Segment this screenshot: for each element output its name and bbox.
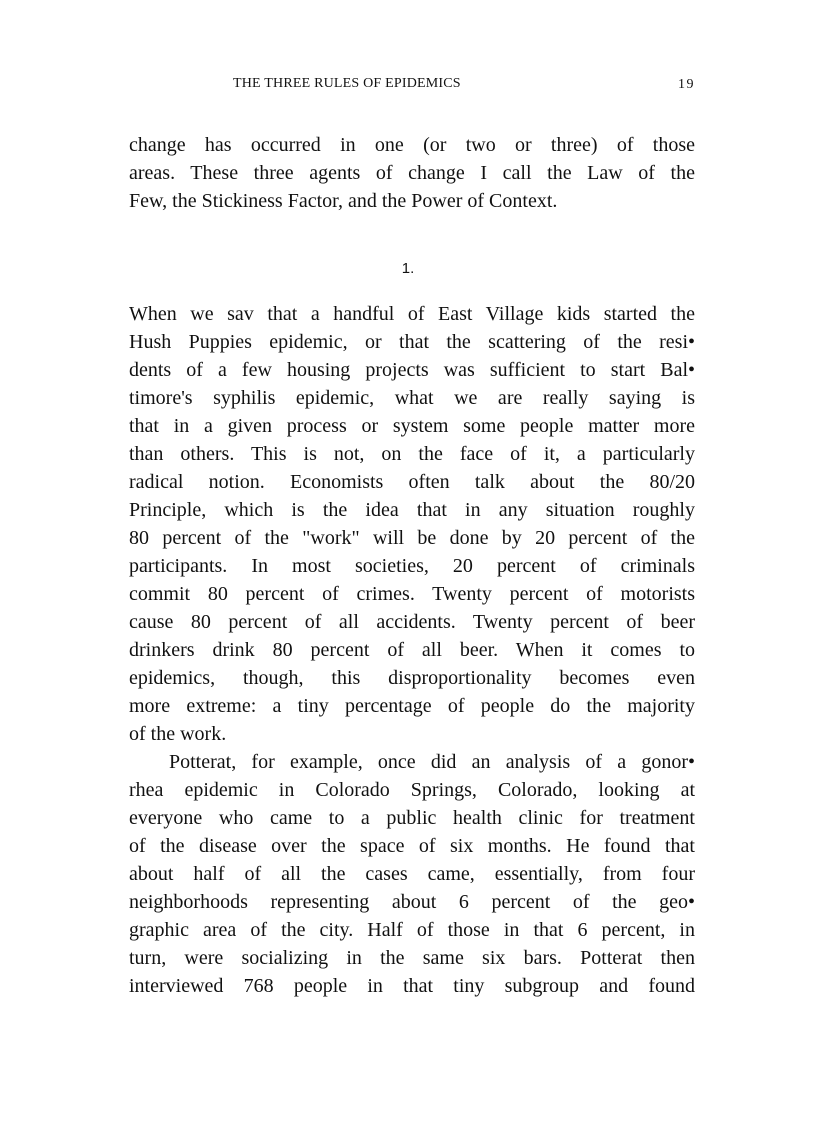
section-number: 1. — [401, 260, 415, 277]
text-line: of the disease over the space of six months. He found that — [129, 835, 695, 857]
text-line: than others. This is not, on the face of it, a particularly — [129, 443, 695, 465]
text-line: about half of all the cases came, essentially, from four — [129, 863, 695, 885]
running-header — [129, 76, 695, 96]
body-text — [129, 300, 695, 1000]
text-line: epidemics, though, this disproportionality becomes even — [129, 667, 695, 689]
text-line: everyone who came to a public health clinic for treatment — [129, 807, 695, 829]
text-line: that in a given process or system some people matter more — [129, 415, 695, 437]
text-line: Principle, which is the idea that in any situation roughly — [129, 499, 695, 521]
text-line: more extreme: a tiny percentage of people do the majority — [129, 695, 695, 717]
text-line: drinkers drink 80 percent of all beer. When it comes to — [129, 639, 695, 661]
text-line: cause 80 percent of all accidents. Twenty percent of beer — [129, 611, 695, 633]
text-line: radical notion. Economists often talk about the 80/20 — [129, 471, 695, 493]
text-line: rhea epidemic in Colorado Springs, Colorado, looking at — [129, 779, 695, 801]
text-line: graphic area of the city. Half of those in that 6 percent, in — [129, 919, 695, 941]
paragraph-2 — [129, 748, 695, 1000]
running-title: THE THREE RULES OF EPIDEMICS — [233, 76, 461, 91]
text-line: 80 percent of the "work" will be done by 20 percent of the — [129, 527, 695, 549]
text-line: dents of a few housing projects was sufficient to start Bal• — [129, 359, 695, 381]
text-line: turn, were socializing in the same six bars. Potterat then — [129, 947, 695, 969]
text-line: Potterat, for example, once did an analysis of a gonor• — [169, 751, 695, 773]
paragraph-1 — [129, 300, 695, 748]
text-line: change has occurred in one (or two or three) of those — [129, 134, 695, 156]
text-line: of the work. — [129, 723, 227, 745]
intro-paragraph — [129, 131, 695, 215]
text-line: neighborhoods representing about 6 percent of the geo• — [129, 891, 695, 913]
text-line: Few, the Stickiness Factor, and the Power of Context. — [129, 190, 558, 212]
text-line: When we sav that a handful of East Village kids started the — [129, 303, 695, 325]
text-line: commit 80 percent of crimes. Twenty percent of motorists — [129, 583, 695, 605]
text-line: timore's syphilis epidemic, what we are really saying is — [129, 387, 695, 409]
page-number: 19 — [678, 77, 695, 92]
text-line: areas. These three agents of change I call the Law of the — [129, 162, 695, 184]
text-line: Hush Puppies epidemic, or that the scattering of the resi• — [129, 331, 695, 353]
text-line: interviewed 768 people in that tiny subgroup and found — [129, 975, 695, 997]
text-line: participants. In most societies, 20 percent of criminals — [129, 555, 695, 577]
